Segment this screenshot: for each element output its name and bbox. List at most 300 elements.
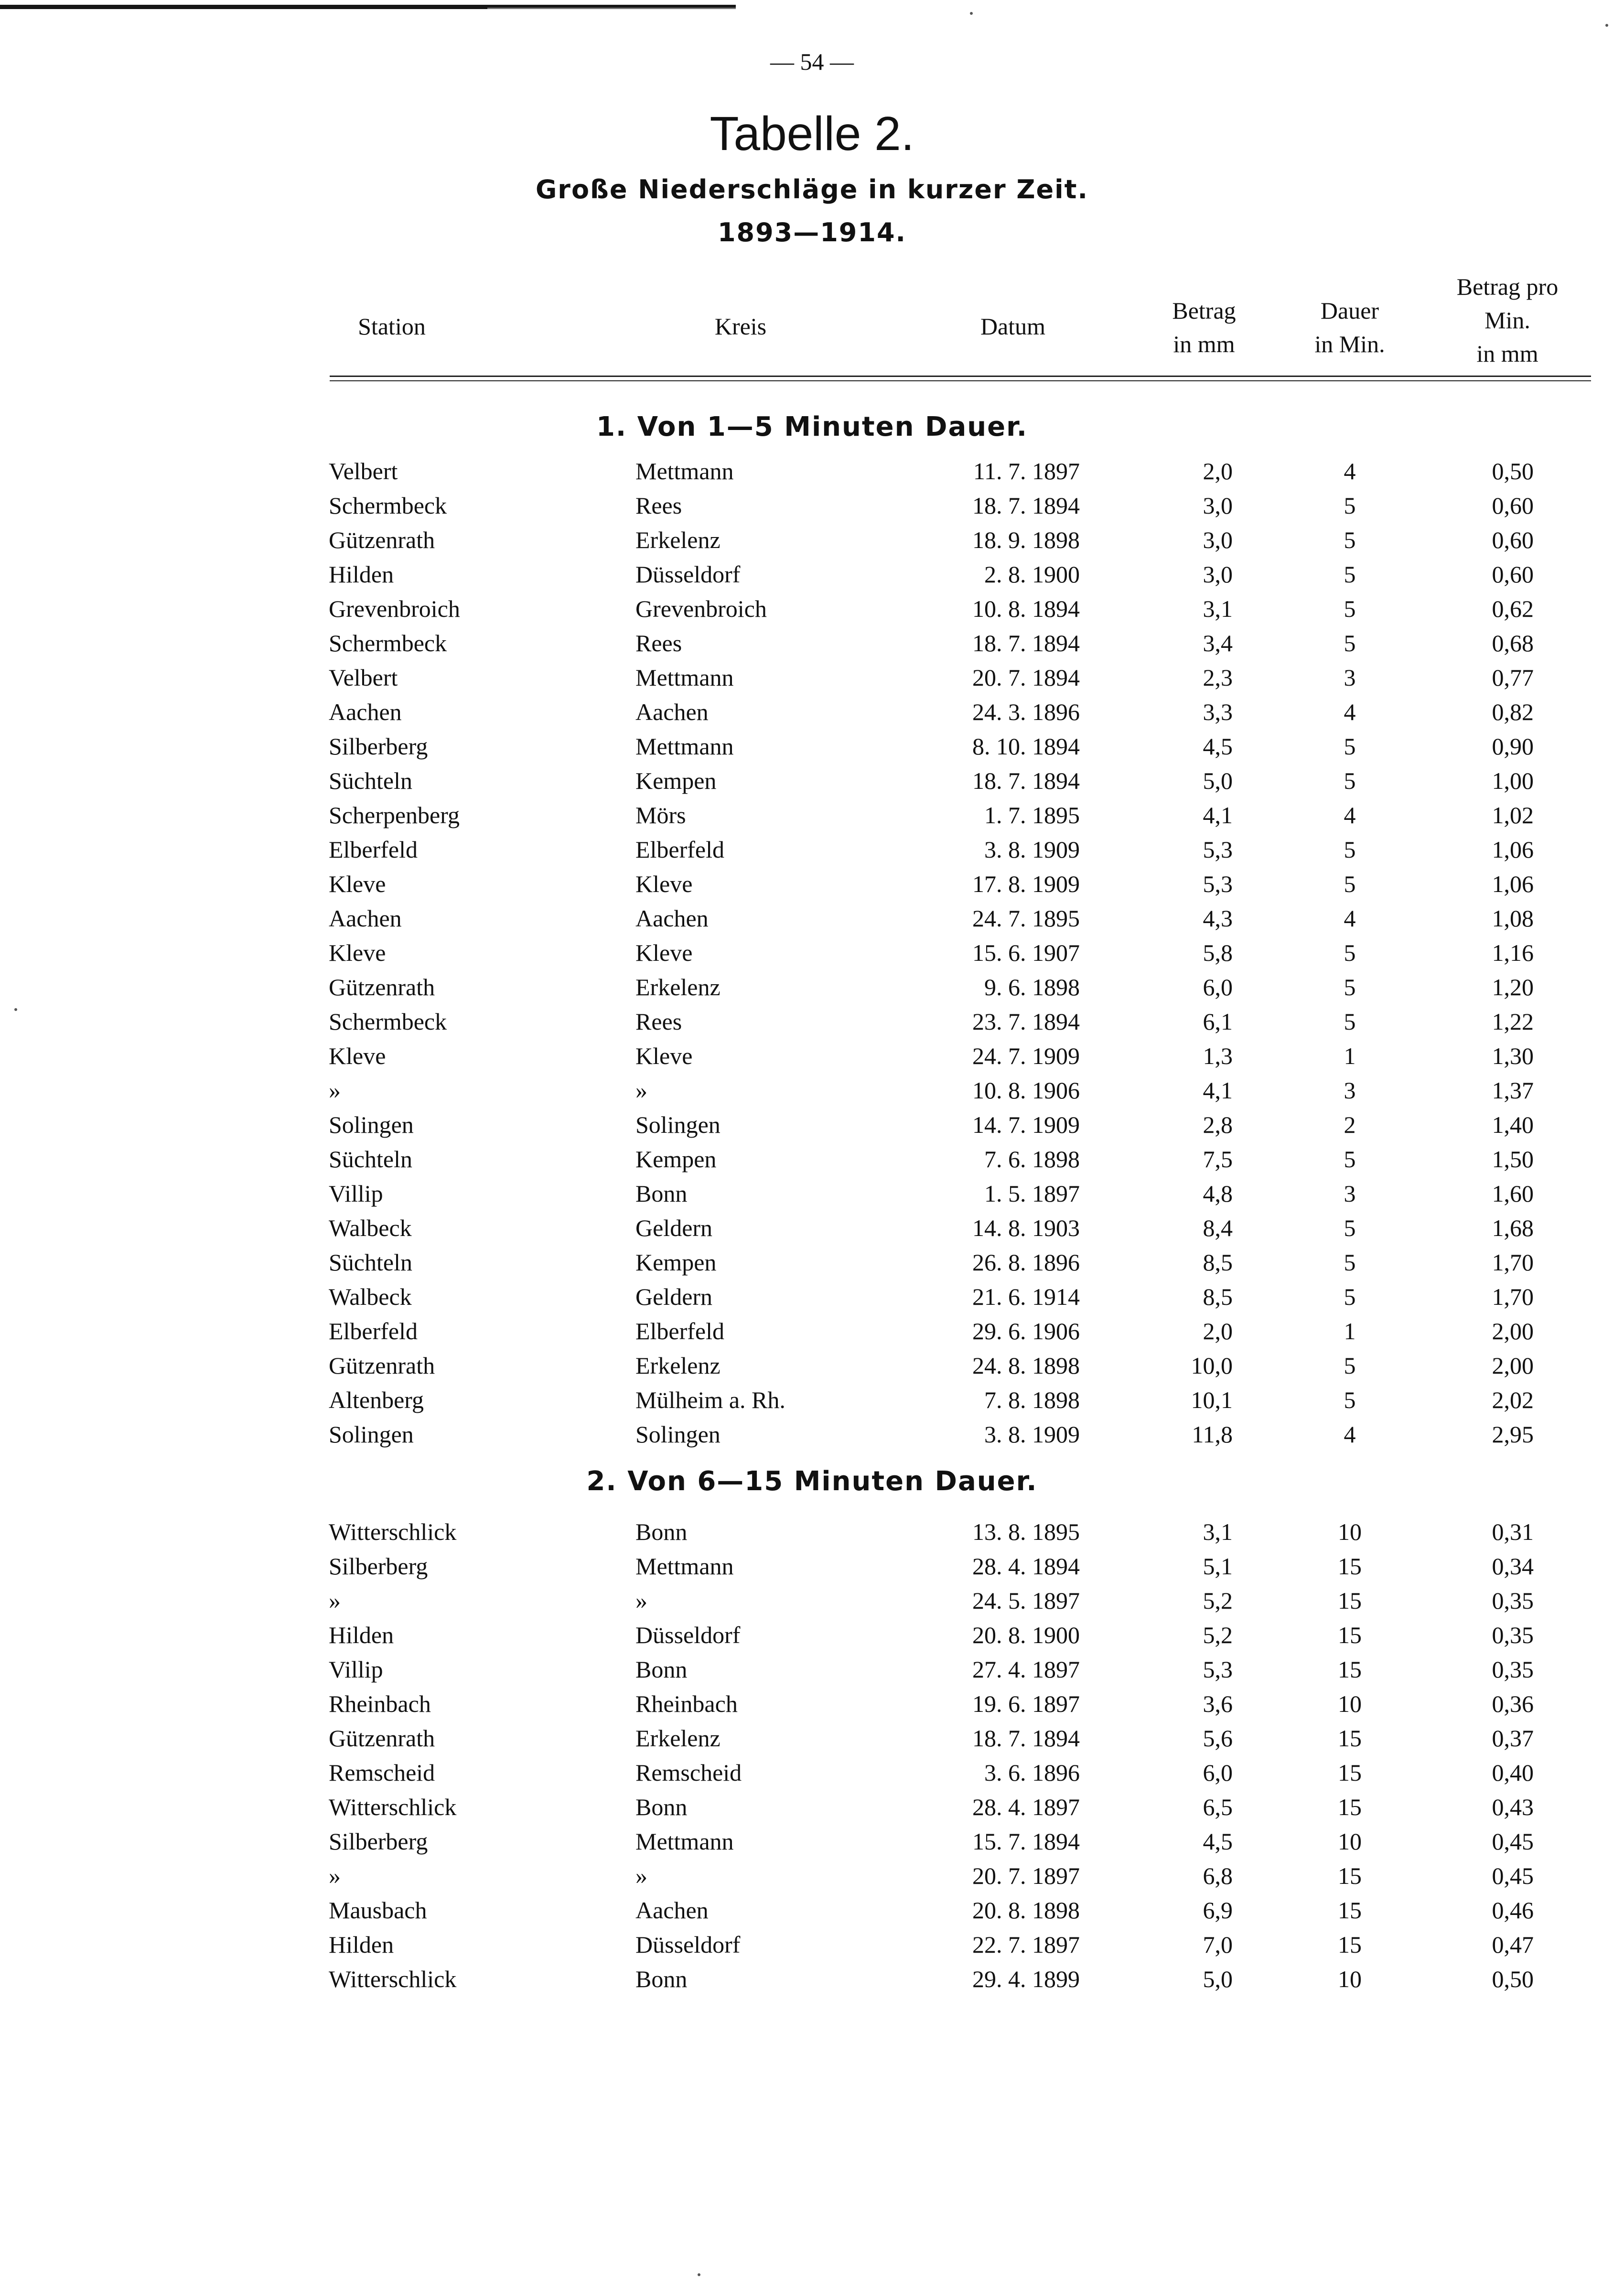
dauer-cell: 5 <box>1344 595 1356 622</box>
betrag-cell: 1,3 <box>1203 1043 1233 1069</box>
dauer-cell: 1 <box>1344 1043 1356 1069</box>
betrag-cell: 5,1 <box>1203 1553 1233 1580</box>
station-cell: Walbeck <box>329 1283 412 1310</box>
table-row <box>0 1927 1624 1962</box>
table-row <box>0 1755 1624 1790</box>
dauer-cell: 5 <box>1344 492 1356 519</box>
print-speck <box>970 12 973 15</box>
section-title-1-5-min: 1. Von 1—5 Minuten Dauer. <box>596 411 1028 442</box>
betrag-pro-min-cell: 1,06 <box>1492 836 1534 863</box>
dauer-cell: 5 <box>1344 871 1356 897</box>
table-row <box>0 901 1624 935</box>
datum-cell: 18. 7. 1894 <box>972 492 1080 519</box>
betrag-pro-min-cell: 2,02 <box>1492 1387 1534 1413</box>
betrag-cell: 4,5 <box>1203 733 1233 760</box>
betrag-pro-min-cell: 1,22 <box>1492 1008 1534 1035</box>
header-kreis <box>669 310 812 343</box>
header-datum <box>946 310 1080 343</box>
datum-cell: 1. 5. 1897 <box>984 1180 1080 1207</box>
kreis-cell: Kempen <box>635 1146 717 1172</box>
station-cell: Gützenrath <box>329 1352 435 1379</box>
kreis-cell: Aachen <box>635 1897 709 1924</box>
betrag-cell: 4,5 <box>1203 1828 1233 1855</box>
kreis-cell: Erkelenz <box>635 527 721 553</box>
dauer-cell: 5 <box>1344 1352 1356 1379</box>
betrag-cell: 3,0 <box>1203 561 1233 588</box>
betrag-cell: 5,0 <box>1203 767 1233 794</box>
betrag-pro-min-cell: 1,40 <box>1492 1111 1534 1138</box>
table-period: 1893—1914. <box>717 217 907 247</box>
betrag-pro-min-cell: 0,50 <box>1492 1966 1534 1992</box>
kreis-cell: Bonn <box>635 1518 688 1545</box>
dauer-cell: 15 <box>1338 1794 1362 1820</box>
datum-cell: 28. 4. 1894 <box>972 1553 1080 1580</box>
dauer-cell: 15 <box>1338 1622 1362 1648</box>
table-row <box>0 729 1624 763</box>
station-cell: Schermbeck <box>329 630 447 656</box>
betrag-cell: 7,5 <box>1203 1146 1233 1172</box>
station-cell: Witterschlick <box>329 1794 457 1820</box>
station-cell: » <box>329 1587 341 1614</box>
station-cell: Scherpenberg <box>329 802 460 828</box>
table-row <box>0 1142 1624 1176</box>
kreis-cell: Erkelenz <box>635 974 721 1000</box>
table-row <box>0 557 1624 591</box>
kreis-cell: Kleve <box>635 871 693 897</box>
station-cell: Silberberg <box>329 733 428 760</box>
datum-cell: 19. 6. 1897 <box>972 1690 1080 1717</box>
betrag-pro-min-cell: 0,46 <box>1492 1897 1534 1924</box>
betrag-cell: 10,0 <box>1191 1352 1233 1379</box>
datum-cell: 24. 3. 1896 <box>972 699 1080 725</box>
datum-cell: 24. 7. 1909 <box>972 1043 1080 1069</box>
station-cell: Hilden <box>329 561 394 588</box>
station-cell: Solingen <box>329 1421 414 1448</box>
datum-cell: 7. 8. 1898 <box>984 1387 1080 1413</box>
dauer-cell: 5 <box>1344 630 1356 656</box>
table-row <box>0 1176 1624 1211</box>
station-cell: Kleve <box>329 1043 386 1069</box>
datum-cell: 2. 8. 1900 <box>984 561 1080 588</box>
top-edge-rule-thin <box>487 8 736 9</box>
betrag-cell: 3,1 <box>1203 1518 1233 1545</box>
dauer-cell: 5 <box>1344 1283 1356 1310</box>
betrag-cell: 3,1 <box>1203 595 1233 622</box>
dauer-cell: 15 <box>1338 1587 1362 1614</box>
betrag-cell: 10,1 <box>1191 1387 1233 1413</box>
header-betrag-line1: Betrag <box>1172 297 1236 324</box>
betrag-pro-min-cell: 1,37 <box>1492 1077 1534 1104</box>
header-betrag-pro-min-line1: Betrag pro <box>1456 273 1559 300</box>
table-row <box>0 1790 1624 1824</box>
table-row <box>0 1004 1624 1039</box>
station-cell: Hilden <box>329 1622 394 1648</box>
table-row <box>0 626 1624 660</box>
kreis-cell: Mörs <box>635 802 686 828</box>
kreis-cell: Kempen <box>635 767 717 794</box>
dauer-cell: 15 <box>1338 1656 1362 1683</box>
dauer-cell: 15 <box>1338 1725 1362 1752</box>
section-title-6-15-min: 2. Von 6—15 Minuten Dauer. <box>586 1466 1038 1497</box>
station-cell: Villip <box>329 1180 383 1207</box>
datum-cell: 15. 6. 1907 <box>972 939 1080 966</box>
station-cell: Kleve <box>329 939 386 966</box>
table-row <box>0 1279 1624 1314</box>
kreis-cell: Kleve <box>635 1043 693 1069</box>
datum-cell: 20. 7. 1894 <box>972 664 1080 691</box>
betrag-pro-min-cell: 0,50 <box>1492 458 1534 484</box>
dauer-cell: 5 <box>1344 1215 1356 1241</box>
betrag-cell: 6,5 <box>1203 1794 1233 1820</box>
station-cell: Walbeck <box>329 1215 412 1241</box>
table-row <box>0 1383 1624 1417</box>
betrag-cell: 5,3 <box>1203 836 1233 863</box>
kreis-cell: Kleve <box>635 939 693 966</box>
table-row <box>0 763 1624 798</box>
datum-cell: 24. 5. 1897 <box>972 1587 1080 1614</box>
betrag-pro-min-cell: 0,34 <box>1492 1553 1534 1580</box>
table-row <box>0 798 1624 832</box>
betrag-pro-min-cell: 1,68 <box>1492 1215 1534 1241</box>
station-cell: Gützenrath <box>329 974 435 1000</box>
table-row <box>0 1314 1624 1348</box>
station-cell: Hilden <box>329 1931 394 1958</box>
kreis-cell: » <box>635 1587 647 1614</box>
betrag-cell: 5,3 <box>1203 871 1233 897</box>
kreis-cell: Mettmann <box>635 733 734 760</box>
betrag-pro-min-cell: 0,37 <box>1492 1725 1534 1752</box>
table-row <box>0 1039 1624 1073</box>
dauer-cell: 15 <box>1338 1931 1362 1958</box>
betrag-cell: 6,9 <box>1203 1897 1233 1924</box>
dauer-cell: 5 <box>1344 767 1356 794</box>
header-betrag-pro-min <box>1429 270 1586 370</box>
station-cell: Elberfeld <box>329 836 418 863</box>
table-row <box>0 1417 1624 1451</box>
header-dauer <box>1290 294 1409 361</box>
dauer-cell: 2 <box>1344 1111 1356 1138</box>
betrag-cell: 5,2 <box>1203 1622 1233 1648</box>
kreis-cell: Mettmann <box>635 458 734 484</box>
kreis-cell: Mülheim a. Rh. <box>635 1387 785 1413</box>
station-cell: Grevenbroich <box>329 595 460 622</box>
table-row <box>0 1583 1624 1618</box>
kreis-cell: » <box>635 1862 647 1889</box>
table-row <box>0 523 1624 557</box>
datum-cell: 10. 8. 1894 <box>972 595 1080 622</box>
print-speck <box>1605 24 1608 27</box>
betrag-pro-min-cell: 1,50 <box>1492 1146 1534 1172</box>
betrag-cell: 6,8 <box>1203 1862 1233 1889</box>
datum-cell: 17. 8. 1909 <box>972 871 1080 897</box>
dauer-cell: 3 <box>1344 1180 1356 1207</box>
betrag-pro-min-cell: 1,70 <box>1492 1283 1534 1310</box>
station-cell: Silberberg <box>329 1553 428 1580</box>
datum-cell: 18. 9. 1898 <box>972 527 1080 553</box>
dauer-cell: 10 <box>1338 1966 1362 1992</box>
header-station-label: Station <box>358 313 426 340</box>
kreis-cell: Mettmann <box>635 664 734 691</box>
kreis-cell: Geldern <box>635 1215 713 1241</box>
table-row <box>0 1687 1624 1721</box>
datum-cell: 27. 4. 1897 <box>972 1656 1080 1683</box>
betrag-pro-min-cell: 1,30 <box>1492 1043 1534 1069</box>
datum-cell: 9. 6. 1898 <box>984 974 1080 1000</box>
betrag-pro-min-cell: 0,43 <box>1492 1794 1534 1820</box>
header-kreis-label: Kreis <box>714 313 767 340</box>
kreis-cell: Solingen <box>635 1111 721 1138</box>
betrag-cell: 2,3 <box>1203 664 1233 691</box>
dauer-cell: 15 <box>1338 1759 1362 1786</box>
dauer-cell: 5 <box>1344 527 1356 553</box>
dauer-cell: 5 <box>1344 1387 1356 1413</box>
datum-cell: 18. 7. 1894 <box>972 767 1080 794</box>
betrag-cell: 5,6 <box>1203 1725 1233 1752</box>
datum-cell: 18. 7. 1894 <box>972 1725 1080 1752</box>
datum-cell: 20. 8. 1898 <box>972 1897 1080 1924</box>
betrag-cell: 3,0 <box>1203 492 1233 519</box>
datum-cell: 21. 6. 1914 <box>972 1283 1080 1310</box>
station-cell: Silberberg <box>329 1828 428 1855</box>
table-row <box>0 1859 1624 1893</box>
betrag-cell: 4,3 <box>1203 905 1233 932</box>
betrag-cell: 2,8 <box>1203 1111 1233 1138</box>
kreis-cell: Kempen <box>635 1249 717 1276</box>
datum-cell: 24. 7. 1895 <box>972 905 1080 932</box>
datum-cell: 22. 7. 1897 <box>972 1931 1080 1958</box>
betrag-pro-min-cell: 0,60 <box>1492 527 1534 553</box>
dauer-cell: 3 <box>1344 664 1356 691</box>
table-row <box>0 695 1624 729</box>
table-row <box>0 1618 1624 1652</box>
dauer-cell: 5 <box>1344 974 1356 1000</box>
datum-cell: 7. 6. 1898 <box>984 1146 1080 1172</box>
datum-cell: 29. 4. 1899 <box>972 1966 1080 1992</box>
betrag-cell: 7,0 <box>1203 1931 1233 1958</box>
kreis-cell: Elberfeld <box>635 836 725 863</box>
datum-cell: 1. 7. 1895 <box>984 802 1080 828</box>
datum-cell: 8. 10. 1894 <box>972 733 1080 760</box>
station-cell: » <box>329 1077 341 1104</box>
station-cell: Witterschlick <box>329 1518 457 1545</box>
dauer-cell: 10 <box>1338 1828 1362 1855</box>
dauer-cell: 10 <box>1338 1690 1362 1717</box>
header-betrag-pro-min-line2: Min. <box>1484 307 1530 333</box>
kreis-cell: Düsseldorf <box>635 561 741 588</box>
datum-cell: 20. 7. 1897 <box>972 1862 1080 1889</box>
dauer-cell: 15 <box>1338 1862 1362 1889</box>
betrag-pro-min-cell: 0,62 <box>1492 595 1534 622</box>
betrag-pro-min-cell: 0,40 <box>1492 1759 1534 1786</box>
header-rule <box>330 376 1591 377</box>
station-cell: Witterschlick <box>329 1966 457 1992</box>
dauer-cell: 15 <box>1338 1897 1362 1924</box>
kreis-cell: Düsseldorf <box>635 1931 741 1958</box>
header-rule-double <box>330 380 1591 381</box>
betrag-cell: 8,5 <box>1203 1249 1233 1276</box>
dauer-cell: 4 <box>1344 905 1356 932</box>
station-cell: Velbert <box>329 664 398 691</box>
kreis-cell: Bonn <box>635 1656 688 1683</box>
betrag-cell: 3,0 <box>1203 527 1233 553</box>
dauer-cell: 5 <box>1344 939 1356 966</box>
table-title: Tabelle 2. <box>710 107 914 161</box>
table-row <box>0 935 1624 970</box>
betrag-pro-min-cell: 0,35 <box>1492 1622 1534 1648</box>
kreis-cell: Geldern <box>635 1283 713 1310</box>
table-row <box>0 1549 1624 1583</box>
station-cell: » <box>329 1862 341 1889</box>
kreis-cell: Rees <box>635 1008 682 1035</box>
header-dauer-line2: in Min. <box>1314 331 1385 357</box>
betrag-cell: 3,4 <box>1203 630 1233 656</box>
betrag-pro-min-cell: 0,77 <box>1492 664 1534 691</box>
kreis-cell: Mettmann <box>635 1553 734 1580</box>
header-station <box>334 310 449 343</box>
kreis-cell: Aachen <box>635 905 709 932</box>
kreis-cell: Bonn <box>635 1794 688 1820</box>
station-cell: Süchteln <box>329 767 412 794</box>
table-row <box>0 1107 1624 1142</box>
dauer-cell: 4 <box>1344 802 1356 828</box>
betrag-cell: 4,8 <box>1203 1180 1233 1207</box>
betrag-pro-min-cell: 0,45 <box>1492 1862 1534 1889</box>
betrag-pro-min-cell: 1,20 <box>1492 974 1534 1000</box>
datum-cell: 3. 8. 1909 <box>984 836 1080 863</box>
station-cell: Velbert <box>329 458 398 484</box>
betrag-pro-min-cell: 1,02 <box>1492 802 1534 828</box>
betrag-cell: 11,8 <box>1192 1421 1233 1448</box>
datum-cell: 13. 8. 1895 <box>972 1518 1080 1545</box>
betrag-cell: 6,0 <box>1203 1759 1233 1786</box>
header-betrag <box>1147 294 1261 361</box>
table-row <box>0 1824 1624 1859</box>
betrag-pro-min-cell: 1,06 <box>1492 871 1534 897</box>
datum-cell: 3. 6. 1896 <box>984 1759 1080 1786</box>
datum-cell: 23. 7. 1894 <box>972 1008 1080 1035</box>
betrag-pro-min-cell: 0,82 <box>1492 699 1534 725</box>
datum-cell: 14. 8. 1903 <box>972 1215 1080 1241</box>
page-number: — 54 — <box>770 48 854 75</box>
dauer-cell: 1 <box>1344 1318 1356 1344</box>
print-speck <box>14 1008 17 1011</box>
betrag-pro-min-cell: 0,35 <box>1492 1587 1534 1614</box>
dauer-cell: 5 <box>1344 1008 1356 1035</box>
table-row <box>0 454 1624 488</box>
datum-cell: 28. 4. 1897 <box>972 1794 1080 1820</box>
kreis-cell: Grevenbroich <box>635 595 767 622</box>
datum-cell: 15. 7. 1894 <box>972 1828 1080 1855</box>
station-cell: Süchteln <box>329 1146 412 1172</box>
betrag-pro-min-cell: 0,36 <box>1492 1690 1534 1717</box>
kreis-cell: Solingen <box>635 1421 721 1448</box>
kreis-cell: Bonn <box>635 1966 688 1992</box>
kreis-cell: Rheinbach <box>635 1690 738 1717</box>
betrag-pro-min-cell: 1,00 <box>1492 767 1534 794</box>
betrag-cell: 8,5 <box>1203 1283 1233 1310</box>
betrag-pro-min-cell: 0,60 <box>1492 492 1534 519</box>
betrag-pro-min-cell: 0,68 <box>1492 630 1534 656</box>
betrag-pro-min-cell: 0,47 <box>1492 1931 1534 1958</box>
header-datum-label: Datum <box>980 313 1046 340</box>
kreis-cell: Bonn <box>635 1180 688 1207</box>
kreis-cell: » <box>635 1077 647 1104</box>
betrag-cell: 4,1 <box>1203 1077 1233 1104</box>
kreis-cell: Rees <box>635 630 682 656</box>
betrag-pro-min-cell: 0,60 <box>1492 561 1534 588</box>
table-row <box>0 1962 1624 1996</box>
betrag-pro-min-cell: 2,00 <box>1492 1318 1534 1344</box>
betrag-pro-min-cell: 0,90 <box>1492 733 1534 760</box>
betrag-cell: 5,8 <box>1203 939 1233 966</box>
station-cell: Altenberg <box>329 1387 424 1413</box>
station-cell: Schermbeck <box>329 1008 447 1035</box>
station-cell: Solingen <box>329 1111 414 1138</box>
betrag-pro-min-cell: 1,60 <box>1492 1180 1534 1207</box>
station-cell: Villip <box>329 1656 383 1683</box>
kreis-cell: Erkelenz <box>635 1725 721 1752</box>
station-cell: Gützenrath <box>329 1725 435 1752</box>
dauer-cell: 15 <box>1338 1553 1362 1580</box>
betrag-pro-min-cell: 2,00 <box>1492 1352 1534 1379</box>
header-betrag-line2: in mm <box>1173 331 1235 357</box>
header-dauer-line1: Dauer <box>1320 297 1379 324</box>
dauer-cell: 3 <box>1344 1077 1356 1104</box>
betrag-cell: 3,3 <box>1203 699 1233 725</box>
datum-cell: 26. 8. 1896 <box>972 1249 1080 1276</box>
betrag-cell: 2,0 <box>1203 1318 1233 1344</box>
kreis-cell: Remscheid <box>635 1759 742 1786</box>
datum-cell: 18. 7. 1894 <box>972 630 1080 656</box>
dauer-cell: 5 <box>1344 1249 1356 1276</box>
table-subtitle: Große Niederschläge in kurzer Zeit. <box>535 174 1088 204</box>
kreis-cell: Mettmann <box>635 1828 734 1855</box>
table-row <box>0 1721 1624 1755</box>
betrag-cell: 6,1 <box>1203 1008 1233 1035</box>
betrag-cell: 5,0 <box>1203 1966 1233 1992</box>
table-row <box>0 832 1624 867</box>
table-row <box>0 488 1624 523</box>
station-cell: Aachen <box>329 905 402 932</box>
kreis-cell: Elberfeld <box>635 1318 725 1344</box>
table-row <box>0 867 1624 901</box>
betrag-pro-min-cell: 0,31 <box>1492 1518 1534 1545</box>
datum-cell: 24. 8. 1898 <box>972 1352 1080 1379</box>
datum-cell: 3. 8. 1909 <box>984 1421 1080 1448</box>
kreis-cell: Rees <box>635 492 682 519</box>
betrag-cell: 5,3 <box>1203 1656 1233 1683</box>
table-row <box>0 1515 1624 1549</box>
header-betrag-pro-min-line3: in mm <box>1476 340 1538 367</box>
section-rows-6-15-min <box>0 1515 1624 1996</box>
dauer-cell: 10 <box>1338 1518 1362 1545</box>
betrag-cell: 3,6 <box>1203 1690 1233 1717</box>
station-cell: Aachen <box>329 699 402 725</box>
kreis-cell: Erkelenz <box>635 1352 721 1379</box>
table-row <box>0 591 1624 626</box>
betrag-pro-min-cell: 2,95 <box>1492 1421 1534 1448</box>
dauer-cell: 4 <box>1344 458 1356 484</box>
betrag-pro-min-cell: 1,08 <box>1492 905 1534 932</box>
dauer-cell: 4 <box>1344 1421 1356 1448</box>
station-cell: Schermbeck <box>329 492 447 519</box>
station-cell: Mausbach <box>329 1897 427 1924</box>
station-cell: Rheinbach <box>329 1690 431 1717</box>
betrag-cell: 8,4 <box>1203 1215 1233 1241</box>
table-row <box>0 1073 1624 1107</box>
section-rows-1-5-min <box>0 454 1624 1451</box>
datum-cell: 29. 6. 1906 <box>972 1318 1080 1344</box>
